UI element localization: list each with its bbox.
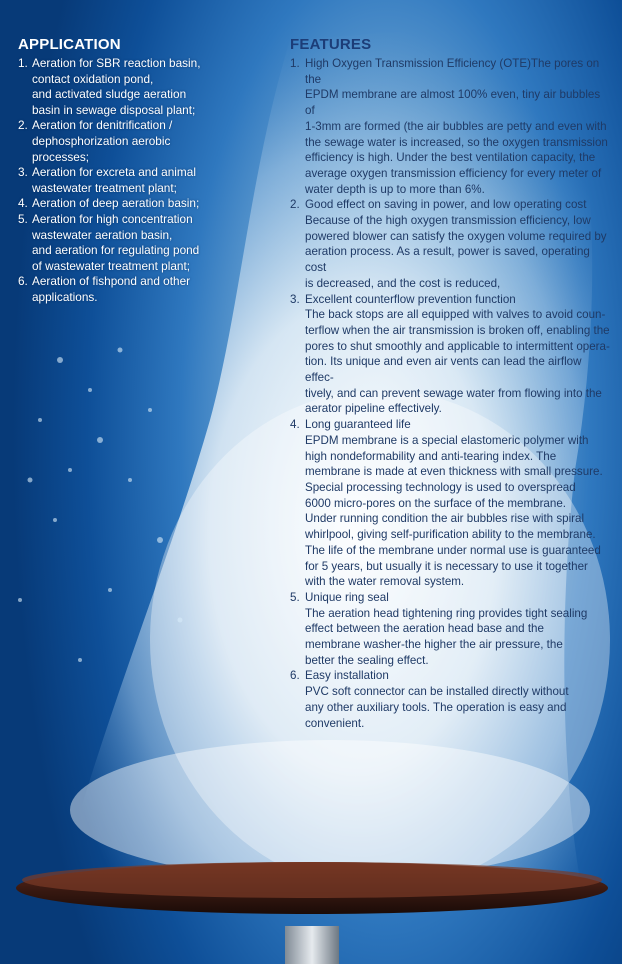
application-list (18, 56, 208, 306)
feature-body: The back stops are all equipped with valves to avoid coun- terflow when the air transmission is broken off, enabling the pores to shut smoothly and applicable to intermittent opera- tion. Its unique and even air vents can lead the airflow effec- tively, and can prevent sewage water from flowing into the aerator pipeline effectively. (305, 308, 610, 416)
item-number: 4. (18, 196, 28, 211)
item-number: 2. (18, 118, 28, 133)
application-heading: APPLICATION (18, 36, 121, 53)
item-number: 6. (290, 669, 300, 683)
feature-item (290, 668, 610, 731)
item-number: 5. (290, 590, 300, 604)
application-item (18, 274, 208, 305)
feature-body: EPDM membrane are almost 100% even, tiny air bubbles of 1-3mm are formed (the air bubbles are petty and even with the sewage water is increased, so the oxygen transmission efficiency is high. Under the best ventilation capacity, the average oxygen transmission efficiency for every meter of water depth is up to more than 6%. (305, 88, 608, 196)
item-number: 2. (290, 198, 300, 212)
item-text: Aeration for denitrification / dephosphorization aerobic processes; (32, 118, 173, 164)
item-text: Aeration of deep aeration basin; (32, 196, 200, 211)
application-item (18, 118, 208, 165)
feature-title: High Oxygen Transmission Efficiency (OTE)The pores on the (305, 57, 600, 86)
item-number: 4. (290, 418, 300, 432)
application-section (18, 36, 208, 306)
features-list (290, 56, 610, 731)
features-section (290, 36, 610, 731)
feature-title: Excellent counterflow prevention function (305, 292, 516, 306)
feature-item (290, 56, 610, 197)
feature-body: PVC soft connector can be installed directly without any other auxiliary tools. The operation is easy and convenient. (305, 685, 569, 730)
item-text: Aeration for SBR reaction basin, contact oxidation pond, and activated sludge aeration basin in sewage disposal plant; (32, 56, 201, 117)
application-item (18, 212, 208, 274)
item-text: Aeration of fishpond and other applications. (32, 274, 191, 304)
feature-item (290, 292, 610, 418)
feature-item (290, 590, 610, 669)
feature-title: Easy installation (305, 669, 389, 683)
feature-title: Long guaranteed life (305, 418, 411, 432)
application-item (18, 196, 208, 212)
application-item (18, 56, 208, 118)
diffuser-stem (285, 926, 339, 964)
feature-body: EPDM membrane is a special elastomeric polymer with high nondeformability and anti-tearing index. The membrane is made at even thickness with small pressure. Special processing technology is used to overspread 6000 micro-pores on the surface of the membrane. Under running condition the air bubbles rise with spiral whirlpool, giving self-purification ability to the membrane. The life of the membrane under normal use is guaranteed for 5 years, but usually it is necessary to use it together with the water removal system. (305, 433, 603, 589)
item-text: Aeration for high concentration wastewater aeration basin, and aeration for regulating pond of wastewater treatment plant; (32, 211, 200, 273)
item-number: 3. (290, 292, 300, 306)
item-number: 5. (18, 211, 28, 226)
item-number: 3. (18, 165, 28, 180)
feature-title: Good effect on saving in power, and low operating cost (305, 198, 587, 212)
application-item (18, 165, 208, 196)
feature-item (290, 417, 610, 590)
feature-body: The aeration head tightening ring provides tight sealing effect between the aeration head base and the membrane washer-the higher the air pressure, the better the sealing effect. (305, 606, 588, 667)
feature-item (290, 197, 610, 291)
features-heading: FEATURES (290, 36, 372, 53)
feature-body: Because of the high oxygen transmission efficiency, low powered blower can satisfy the oxygen volume required by aeration process. As a result, power is saved, operating cost is decreased, and the cost is reduced, (305, 214, 607, 290)
item-text: Aeration for excreta and animal wastewater treatment plant; (32, 165, 196, 195)
item-number: 1. (290, 57, 300, 70)
item-number: 1. (18, 56, 28, 70)
item-number: 6. (18, 274, 28, 289)
feature-title: Unique ring seal (305, 590, 389, 604)
